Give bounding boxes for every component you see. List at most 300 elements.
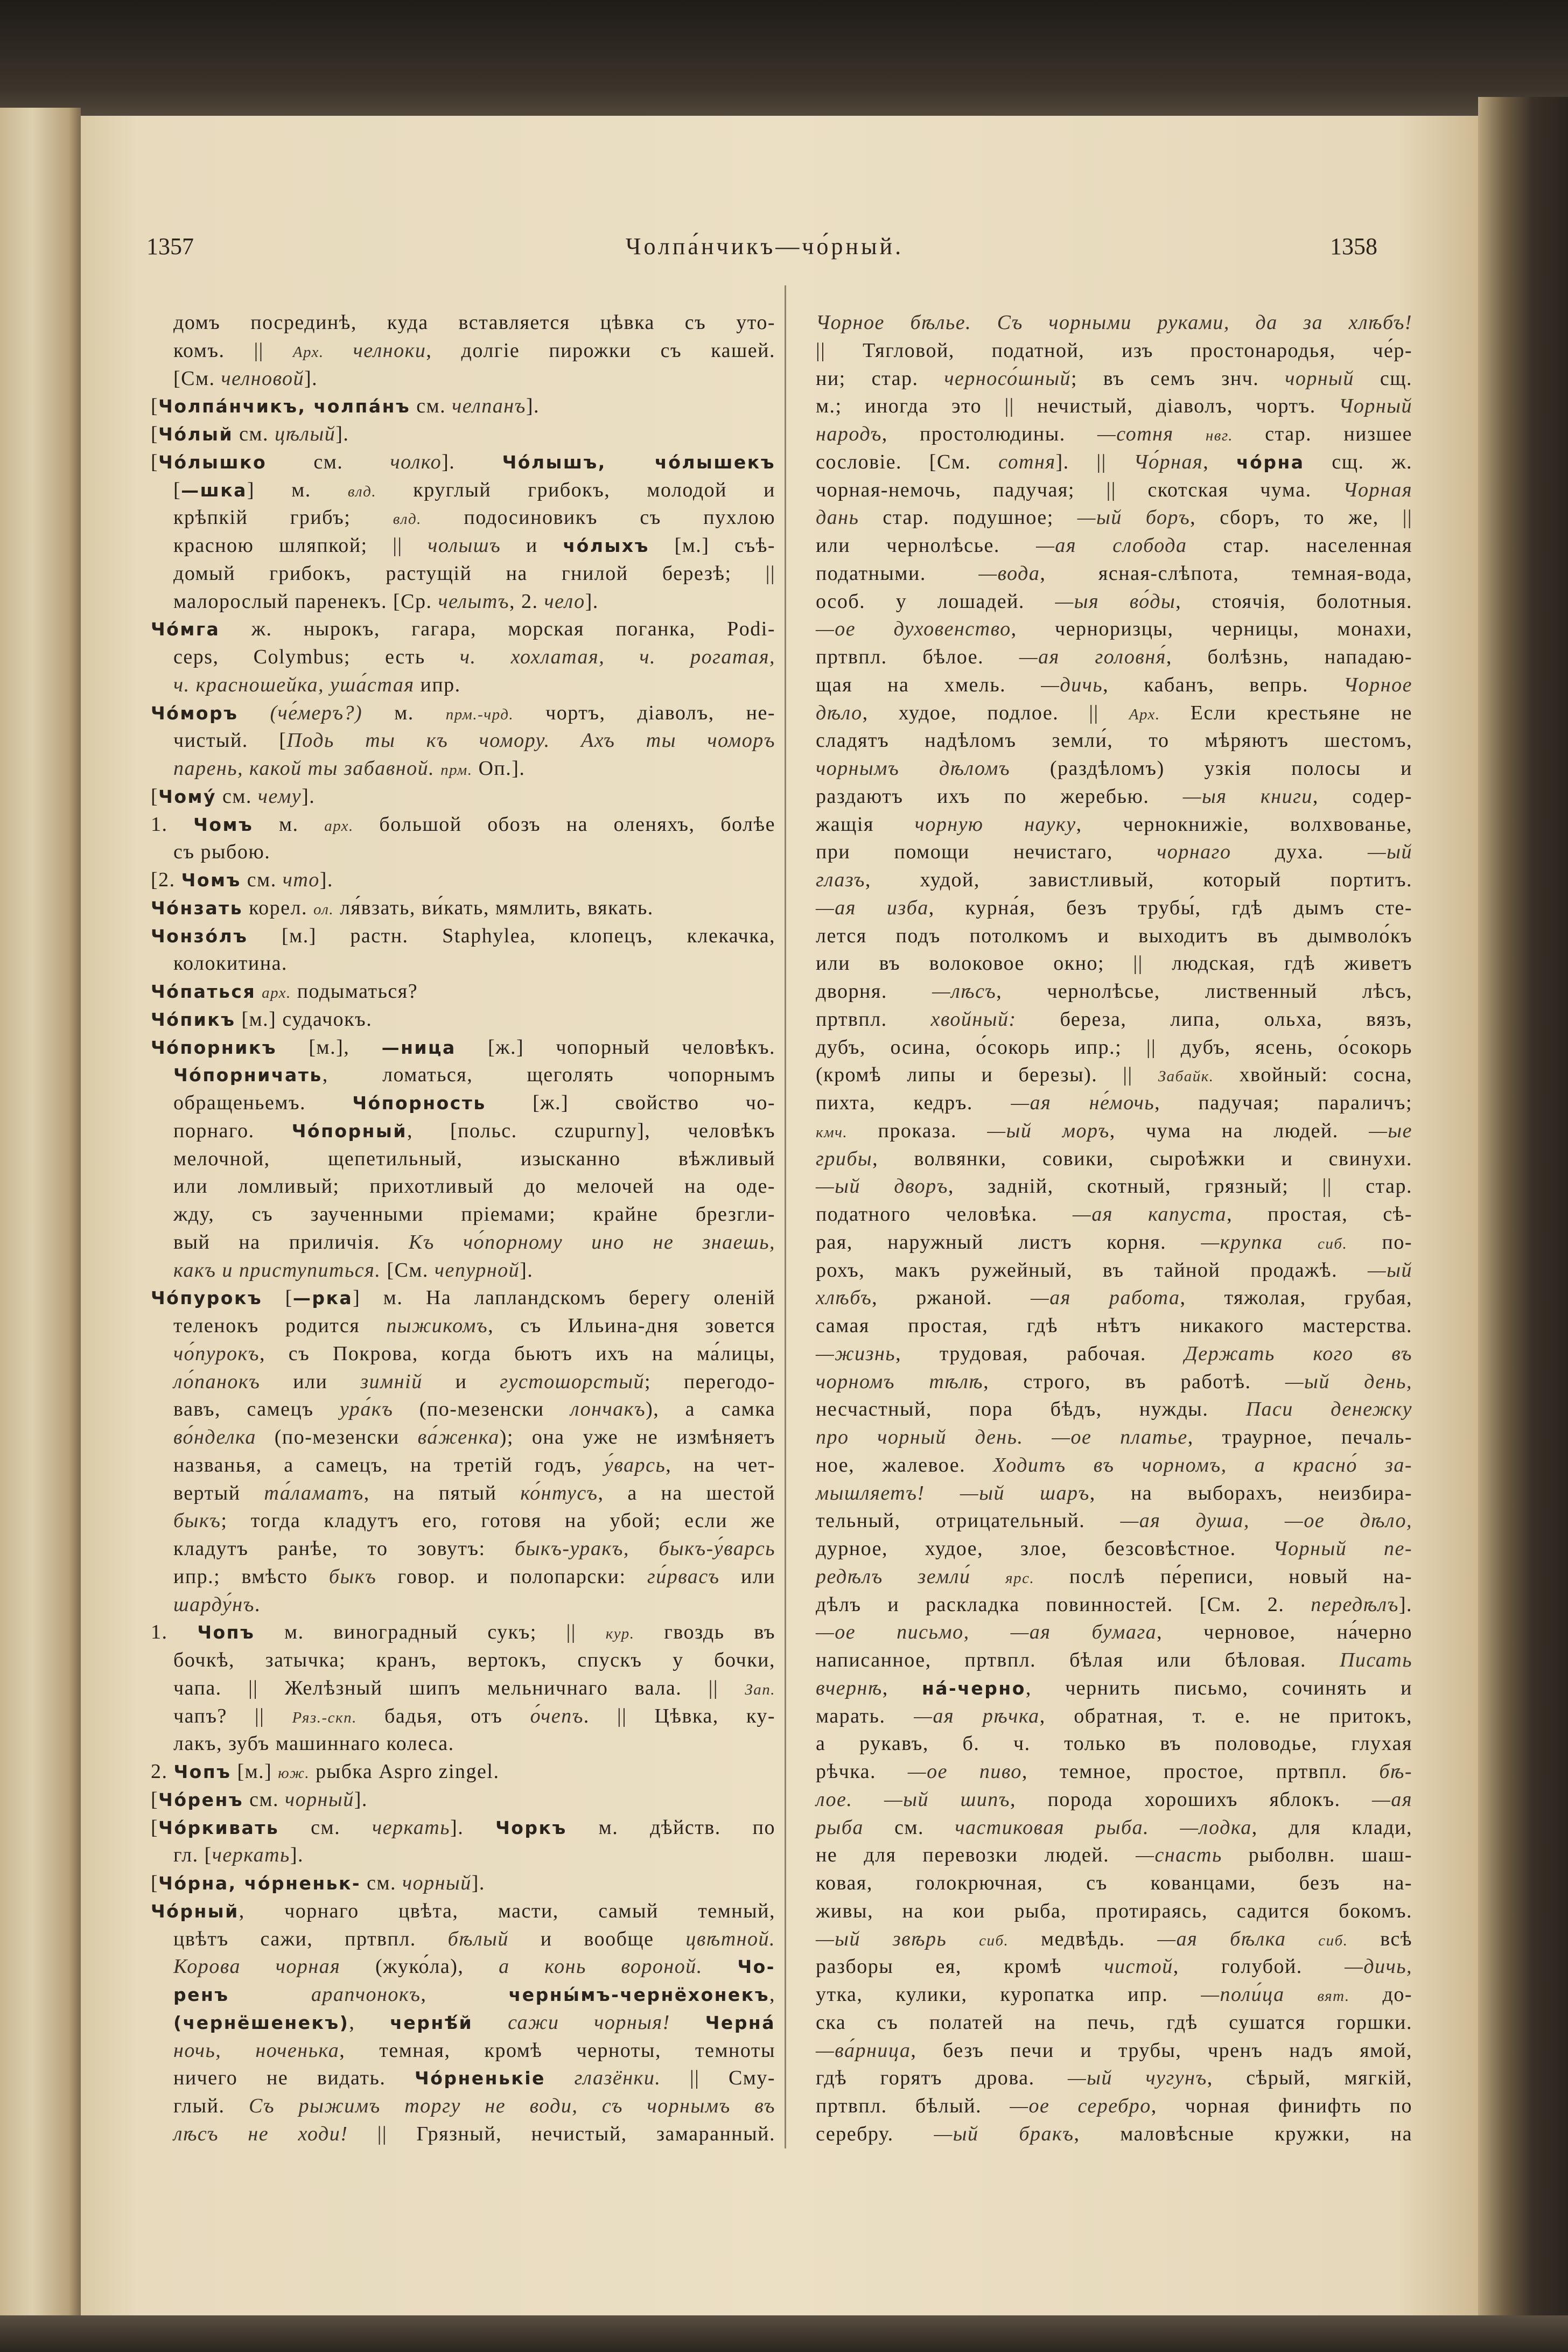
body-text: , темная, кромѣ черноты, темноты (339, 2039, 775, 2062)
body-text: , чорнаго цвѣта, масти, самый темный, (239, 1899, 775, 1922)
text-line (816, 866, 1412, 894)
text-line (173, 2092, 775, 2120)
abbreviation: влд. (347, 482, 377, 500)
body-text: особ. у лошадей. (816, 590, 1055, 613)
headword: Чомъ (193, 814, 254, 835)
italic-text: Чорная (1343, 478, 1412, 501)
body-text: или въ волоковое окно; || людская, гдѣ живетъ (816, 952, 1412, 975)
text-line (816, 643, 1412, 671)
body-text: чорная-немочь, падучая; || скотская чума. (816, 478, 1343, 501)
text-line (816, 1340, 1412, 1368)
text-line (173, 1953, 775, 1981)
italic-text: —ый боръ (1077, 506, 1191, 529)
italic-text: —сотня (1097, 423, 1174, 445)
text-line (816, 1507, 1412, 1535)
dictionary-entry (151, 1898, 775, 2148)
headword: Чо- (737, 1956, 775, 1978)
text-line (151, 1034, 775, 1062)
italic-text: Къ чо́порному ино не знаешь, (408, 1230, 775, 1254)
body-text: , на пятый (363, 1481, 521, 1504)
abbreviation: сиб. (979, 1931, 1009, 1949)
body-text: ковая, голокрючная, съ кованцами, безъ на- (816, 1872, 1412, 1894)
headword: —рка (292, 1287, 353, 1309)
body-text: , простолюдины. (881, 423, 1097, 445)
body-text: съ рыбою. (173, 841, 271, 864)
body-text: всѣ (1348, 1927, 1413, 1950)
running-head: Чолпа́нчикъ—чо́рный. (625, 233, 904, 260)
body-text: [ (151, 785, 159, 808)
body-text: ]. (520, 1258, 534, 1282)
body-text: м.; иногда это || нечистый, діаволъ, чортъ. (816, 395, 1339, 418)
body-text: ничего не видать. (173, 2067, 415, 2090)
text-line (816, 588, 1412, 616)
body-text: , сѣрый, мягкій, (1207, 2067, 1412, 2090)
headword: Чо́ркивать (158, 1817, 279, 1838)
body-text: см. (863, 1816, 955, 1839)
body-text: подосиновикъ съ пухлою (421, 506, 775, 529)
body-text: или чернолѣсье. (816, 534, 1037, 557)
headword: Чо́порникъ (151, 1037, 277, 1058)
text-line (816, 1396, 1412, 1424)
body-text: рѣчка. (816, 1760, 908, 1783)
text-line (173, 1981, 775, 2009)
book-top-shadow (0, 0, 1568, 127)
body-text: чапъ? || (173, 1704, 292, 1727)
headword: Чо́пурокъ (151, 1287, 263, 1309)
body-text: 1. (151, 813, 194, 836)
abbreviation: прм. (440, 761, 473, 779)
body-text: [ (173, 478, 181, 501)
italic-text: дѣло (816, 701, 863, 724)
dictionary-entry (151, 978, 775, 1006)
body-text: (по-мезенски (256, 1426, 418, 1448)
text-line (173, 1424, 775, 1452)
headword: Чому́ (158, 786, 216, 807)
headword: Чо́рна, чо́рненьк- (158, 1873, 361, 1894)
body-text: [м.] съѣ- (649, 534, 775, 557)
body-text: домъ посрединѣ, куда вставляется цѣвка съ уто- (173, 311, 775, 334)
headword: Чо́моръ (151, 702, 239, 724)
body-text: [ (151, 423, 159, 445)
body-text: и вообще (508, 1927, 686, 1950)
body-text: рыболвн. шаш- (1222, 1844, 1412, 1867)
text-line (151, 615, 775, 643)
italic-text: пыжикомъ (386, 1314, 488, 1337)
body-text: ]. (585, 590, 599, 613)
body-text (238, 702, 270, 724)
text-line (816, 1591, 1412, 1619)
body-text: рая, наружный листъ корня. (816, 1230, 1201, 1254)
body-text: [м.], (277, 1035, 382, 1059)
right-column (816, 309, 1412, 2148)
text-line (173, 1396, 775, 1424)
body-text: обращеньемъ. (173, 1091, 353, 1114)
body-text: колокитина. (173, 952, 288, 975)
body-text: , чернолѣсье, лиственный лѣсъ, (996, 980, 1412, 1003)
body-text: дубъ, осина, о́сокорь ипр.; || дубъ, ясень, о́сокорь (816, 1035, 1412, 1059)
text-line (151, 783, 775, 811)
body-text: ]. (471, 1872, 485, 1894)
body-text: пртвпл. (816, 1007, 931, 1031)
italic-text: челытъ (438, 590, 510, 613)
body-text: раздаютъ ихъ по жеребью. (816, 785, 1183, 808)
body-text: , тяжолая, грубая, (1180, 1286, 1413, 1310)
text-line (151, 922, 775, 950)
body-text: крѣпкій грибъ; (173, 506, 393, 529)
text-line (151, 811, 775, 839)
body-text: ); она уже не измѣняетъ (499, 1426, 775, 1448)
body-text: не для перевозки людей. (816, 1844, 1136, 1867)
body-text: ]. (526, 395, 540, 418)
italic-text: чолышъ (428, 534, 501, 557)
body-text: см. (279, 1816, 372, 1839)
body-text: см. (243, 1788, 285, 1811)
italic-text: цѣлый (275, 423, 336, 445)
italic-text: чолко (390, 450, 442, 473)
body-text: жду, съ заученными пріемами; крайне брезгли- (173, 1203, 775, 1226)
text-line (151, 894, 775, 922)
body-text: утка, кулики, куропатка ипр. (816, 1983, 1201, 2006)
abbreviation: прм.-чрд. (445, 705, 514, 723)
body-text: домый грибокъ, растущій на гнилой березѣ; || (173, 562, 775, 585)
text-line (173, 1145, 775, 1173)
text-line (816, 309, 1412, 337)
abbreviation: арх. (324, 817, 354, 835)
italic-text: Чорный (1339, 395, 1412, 418)
text-line (816, 1926, 1412, 1954)
headword: Чо́порный (291, 1120, 407, 1142)
body-text: , чернить письмо, сочинять и (1025, 1676, 1412, 1699)
italic-text: —ая работа (1031, 1286, 1180, 1310)
headword: чо́лыхъ (563, 535, 649, 556)
body-text (703, 1955, 738, 1978)
body-text (229, 1983, 311, 2006)
body-text: , на чет- (666, 1453, 775, 1476)
abbreviation: сиб. (1318, 1931, 1348, 1949)
body-text: марать. (816, 1704, 914, 1727)
text-line (173, 2120, 775, 2148)
body-text (473, 2011, 508, 2034)
headword: Чолпа́нчикъ, чолпа́нъ (158, 396, 411, 417)
body-text: , (421, 1983, 509, 2006)
text-line (816, 1842, 1412, 1870)
italic-text: —ый дворъ (816, 1175, 948, 1198)
headword: Чо́мга (151, 619, 220, 640)
text-line (151, 449, 775, 477)
italic-text: —вода (978, 562, 1040, 585)
body-text: [ (151, 450, 159, 473)
body-text: ]. (450, 1816, 496, 1839)
italic-text: Чорный пе- (1273, 1537, 1412, 1560)
body-text: , трудовая, рабочая. (895, 1342, 1185, 1365)
italic-text: что (282, 869, 320, 891)
body-text: щая на хмель. (816, 673, 1041, 696)
body-text: , волвянки, совики, сыроѣжки и свинухи. (872, 1147, 1412, 1170)
left-column (151, 309, 775, 2148)
body-text (670, 2011, 705, 2034)
body-text: по- (1347, 1230, 1412, 1254)
italic-text: —ыя во́ды (1055, 590, 1176, 613)
italic-text: —жизнь (816, 1342, 896, 1365)
text-line (816, 1953, 1412, 1981)
italic-text: мышляетъ! —ый шаръ (816, 1481, 1090, 1504)
body-text: см. (233, 423, 275, 445)
body-text: береза, липа, ольха, вязъ, (1016, 1007, 1412, 1031)
body-text: ), а самка (646, 1398, 775, 1421)
body-text (1285, 1983, 1318, 2006)
text-line (816, 699, 1412, 727)
body-text (1283, 1231, 1318, 1254)
headword: чернѣ́й (390, 2012, 473, 2033)
text-line (816, 337, 1412, 365)
abbreviation: влд. (393, 510, 422, 528)
italic-text: Чо́рная (1133, 450, 1203, 473)
italic-text: глазъ (816, 869, 865, 891)
italic-text: чорнаго (1157, 841, 1231, 864)
italic-text: —лѣсъ (932, 980, 997, 1003)
text-line (151, 978, 775, 1006)
italic-text: —ые (1369, 1119, 1413, 1142)
body-text: мелочной, щепетильный, изысканно вѣжливый (173, 1147, 775, 1170)
body-text (971, 1565, 1006, 1588)
italic-text: чистой (1104, 1955, 1173, 1978)
text-line (151, 1284, 775, 1312)
body-text: (по-мезенски (393, 1398, 571, 1421)
body-text: круглый грибокъ, молодой и (376, 478, 775, 501)
abbreviation: кур. (605, 1625, 635, 1643)
italic-text: —снасть (1136, 1844, 1222, 1867)
headword: Чо́рный (151, 1900, 239, 1922)
body-text: ]. (319, 869, 333, 891)
body-text: , чорная финифть по (1151, 2095, 1412, 2117)
italic-text: сотня (998, 450, 1056, 473)
body-text: проказа. (848, 1119, 988, 1142)
body-text: ное, жалевое. (816, 1453, 993, 1476)
headword: —шка (181, 479, 247, 501)
body-text: || Сму- (661, 2067, 775, 2090)
italic-text: быкъ-уракъ, быкъ-у́варсь (514, 1537, 775, 1560)
italic-text: народъ (816, 423, 882, 445)
italic-text: чело (544, 590, 585, 613)
text-line (173, 1340, 775, 1368)
body-text: [м.] (231, 1760, 278, 1783)
text-line (816, 671, 1412, 699)
body-text: стар. низшее (1233, 423, 1413, 445)
italic-text: —ая не́мочь (1011, 1091, 1155, 1114)
body-text: , ломаться, щеголять чопорнымъ (322, 1063, 775, 1087)
text-line (816, 449, 1412, 477)
body-text: [См. (381, 1258, 435, 1282)
body-text: , [польс. czupurny], человѣкъ (407, 1119, 775, 1142)
italic-text: —ва́рница (816, 2039, 911, 2062)
headword: —ница (381, 1037, 456, 1058)
body-text: написанное, пртвпл. бѣлая или бѣловая. (816, 1649, 1340, 1671)
body-text: ; въ семъ знч. (1070, 367, 1285, 390)
body-text: дворня. (816, 980, 932, 1003)
abbreviation: нвг. (1205, 427, 1234, 444)
body-text: пртвпл. бѣлый. (816, 2095, 1010, 2117)
text-line (173, 1563, 775, 1591)
text-line (151, 866, 775, 894)
italic-text: —ая изба (816, 896, 929, 919)
italic-text: цвѣтной. (685, 1927, 775, 1950)
body-text: , болѣзнь, нападаю- (1166, 646, 1412, 668)
body-text: малорослый паренекъ. [Ср. (173, 590, 438, 613)
body-text: вый на приличія. (173, 1230, 409, 1254)
body-text: лется подъ потолкомъ и выходитъ въ дымволо́къ (816, 924, 1412, 947)
body-text: самая простая, гдѣ нѣтъ никакого мастерства. (816, 1314, 1412, 1337)
body-text: дѣлъ и раскладка повинностей. [См. 2. (816, 1593, 1311, 1616)
body-text: , порода хорошихъ яблокъ. (1010, 1788, 1373, 1811)
headword: Чо́нзать (151, 897, 243, 919)
text-line (816, 560, 1412, 588)
body-text: , 2. (509, 590, 544, 613)
dictionary-entry (151, 866, 775, 894)
body-text: рохъ, макъ ружейный, въ тайной продажѣ. (816, 1258, 1368, 1282)
body-text: (кромѣ липы и березы). || (816, 1063, 1158, 1087)
body-text: красною шляпкой; || (173, 534, 428, 557)
body-text (256, 980, 262, 1003)
italic-text: Чорное (1343, 673, 1412, 696)
italic-text: —ая (1372, 1788, 1412, 1811)
body-text: ] м. На лапландскомъ берегу оленій (353, 1286, 775, 1310)
book-bottom-shadow (0, 2315, 1568, 2352)
body-text: , содер- (1312, 785, 1412, 808)
text-line (816, 978, 1412, 1006)
body-text: , задній, скотный, грязный; || стар. (948, 1175, 1412, 1198)
italic-text: какъ и приступиться. (173, 1258, 381, 1282)
headword: чо́рна (1236, 451, 1305, 473)
body-text: ]. (290, 1844, 304, 1867)
text-line (816, 1368, 1412, 1396)
italic-text: дань (816, 506, 859, 529)
dictionary-entry (151, 449, 775, 616)
text-line (173, 337, 775, 365)
body-text: , обратная, т. е. не притокъ, (1039, 1704, 1412, 1727)
text-line (173, 1257, 775, 1285)
italic-text: быкъ (173, 1509, 221, 1532)
italic-text: чепурной (434, 1258, 520, 1282)
text-line (151, 421, 775, 449)
text-line (173, 1173, 775, 1201)
italic-text: у́варсь (604, 1453, 666, 1476)
text-line (816, 1870, 1412, 1898)
body-text: , а на шестой (598, 1481, 775, 1504)
text-line (816, 1563, 1412, 1591)
italic-text: чо́пурокъ (173, 1342, 260, 1365)
book-right-edge (1478, 97, 1568, 2352)
body-text: вавъ, самецъ (173, 1398, 340, 1421)
dictionary-entry (151, 1619, 775, 1758)
italic-text: черкать (212, 1844, 290, 1867)
text-line (816, 894, 1412, 922)
abbreviation: вят. (1317, 1987, 1350, 2005)
italic-text: —ый звѣрь (816, 1927, 947, 1950)
body-text: подыматься? (291, 980, 418, 1003)
body-text: 2. (151, 1760, 174, 1783)
body-text: Оп.]. (472, 757, 526, 780)
body-text: чапа. || Желѣзный шипъ мельничнаго вала. || (173, 1676, 745, 1699)
text-line (173, 643, 775, 671)
italic-text: чему (257, 785, 302, 808)
body-text: , чернокнижіе, волхвованье, (1076, 813, 1413, 836)
body-text: ипр. (414, 673, 461, 696)
text-line (173, 755, 775, 783)
italic-text: чорный (1285, 367, 1354, 390)
text-line (816, 532, 1412, 560)
text-line (816, 727, 1412, 755)
body-text: ]. (304, 367, 318, 390)
dictionary-entry (151, 1284, 775, 1619)
text-line (816, 1117, 1412, 1145)
body-text (947, 1928, 979, 1950)
text-line (816, 1229, 1412, 1257)
dictionary-entry (151, 1786, 775, 1814)
dictionary-entry (151, 1870, 775, 1898)
body-text: теленокъ родится (173, 1314, 387, 1337)
page-number-right: 1358 (1330, 233, 1377, 260)
headword: (чернёшенекъ) (173, 2012, 349, 2033)
headword: Чо́лышко (158, 451, 267, 473)
body-text: ж. нырокъ, гагара, морская поганка, Podi- (220, 618, 775, 641)
italic-text: (че́меръ?) (270, 701, 363, 724)
body-text: м. дѣйств. по (566, 1816, 776, 1839)
headword: Чо́рненькіе (415, 2068, 545, 2089)
text-line (816, 1145, 1412, 1173)
text-line (173, 1201, 775, 1229)
body-text (545, 2067, 575, 2089)
body-text: пртвпл. бѣлое. (816, 646, 1019, 668)
italic-text: —ый чугунъ (1068, 2067, 1207, 2090)
text-line (173, 532, 775, 560)
body-text: и (422, 1370, 500, 1393)
body-text: и (501, 534, 563, 557)
italic-text: ко́нтусъ (520, 1481, 598, 1504)
text-line (816, 393, 1412, 421)
text-line (816, 1981, 1412, 2009)
text-line (173, 1507, 775, 1535)
body-text: [ж.] чопорный человѣкъ. (456, 1035, 776, 1059)
text-line (173, 1229, 775, 1257)
italic-text: лое. —ый шипъ (816, 1788, 1010, 1811)
text-line (816, 2092, 1412, 2120)
italic-text: ва́женка (417, 1426, 500, 1448)
italic-text: густошорстый (500, 1370, 645, 1393)
body-text (324, 339, 353, 362)
body-text: или (719, 1565, 775, 1588)
italic-text: ночь, ноченька (173, 2039, 340, 2062)
body-text: чистый. [ (173, 729, 287, 752)
text-line (816, 1034, 1412, 1062)
dictionary-entry (151, 393, 775, 421)
text-line (173, 838, 775, 866)
body-text: 1. (151, 1621, 198, 1644)
body-text: || Тягловой, податной, изъ простонародья, че́р- (816, 339, 1412, 362)
italic-text: —ый (1367, 841, 1412, 864)
body-text: м. (253, 813, 325, 836)
body-text: , худой, завистливый, который портитъ. (865, 869, 1412, 891)
abbreviation: кмч. (816, 1123, 848, 1141)
body-text: , сборъ, то же, || (1190, 506, 1412, 529)
text-line (816, 1257, 1412, 1285)
body-text: лакъ, зубъ машиннаго колеса. (173, 1732, 454, 1755)
italic-text: —дичь (1041, 673, 1103, 696)
italic-text: —ая рѣчка (914, 1704, 1040, 1727)
text-line (816, 1814, 1412, 1842)
body-text: , ржаной. (872, 1286, 1031, 1310)
italic-text: —ое пиво (907, 1760, 1022, 1783)
text-line (173, 1368, 775, 1396)
